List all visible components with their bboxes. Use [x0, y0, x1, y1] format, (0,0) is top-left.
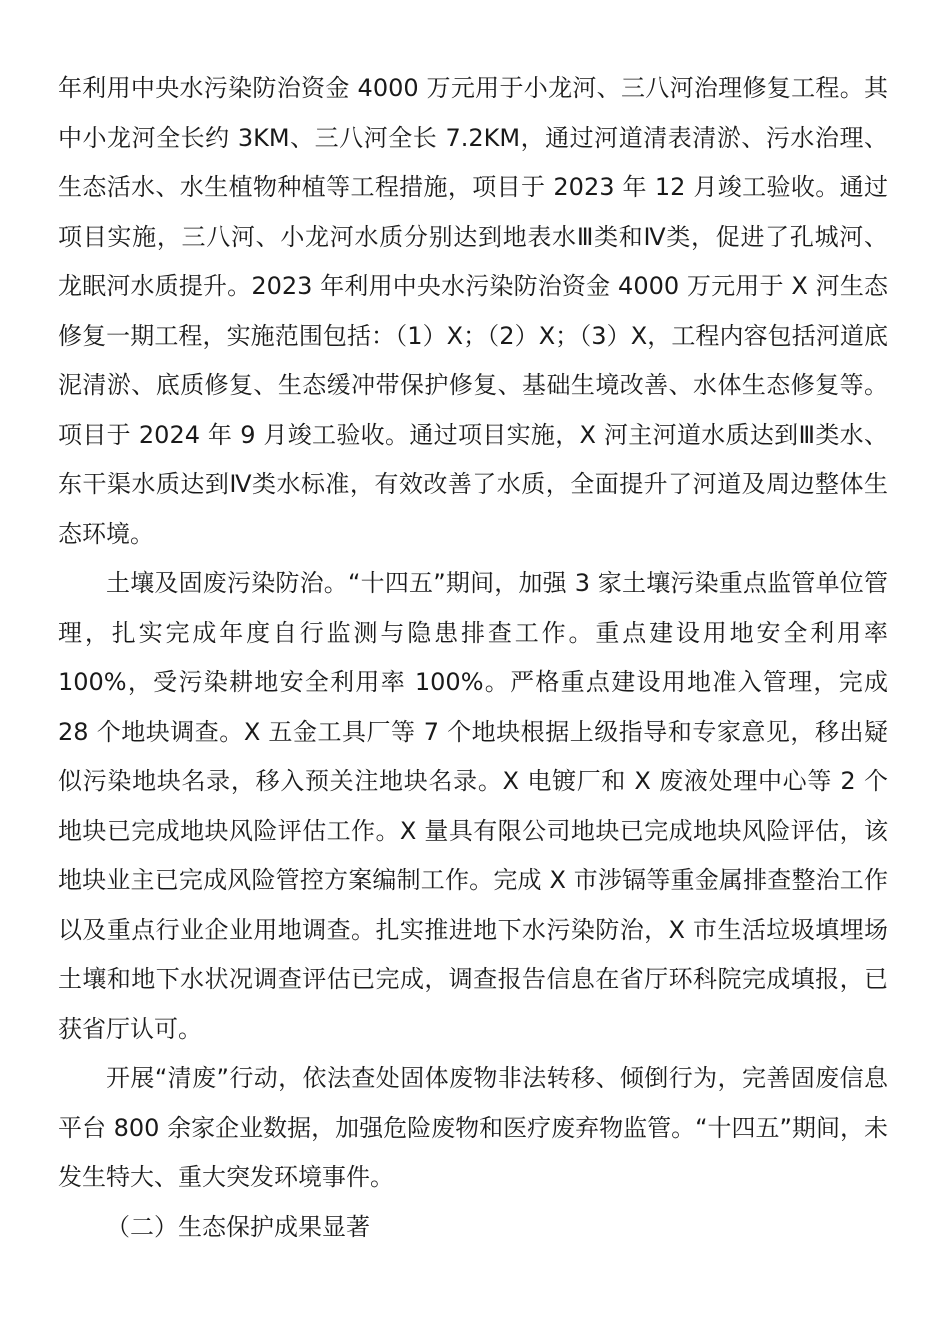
paragraph-river-restoration: 年利用中央水污染防治资金 4000 万元用于小龙河、三八河治理修复工程。其中小龙河全长约 3KM、三八河全长 7.2KM，通过河道清表清淤、污水治理、生态活水、水生植物种植等工程措施，项目于 2023 年 12 月竣工验收。通过项目实施，三八河、小龙河水质分别达到地表水Ⅲ类和Ⅳ类，促进了孔城河、龙眠河水质提升。2023 年利用中央水污染防治资金 4000 万元用于 X 河生态修复一期工程，实施范围包括：（1）X；（2）X；（3）X，工程内容包括河道底泥清淤、底质修复、生态缓冲带保护修复、基础生境改善、水体生态修复等。项目于 2024 年 9 月竣工验收。通过项目实施，X 河主河道水质达到Ⅲ类水、东干渠水质达到Ⅳ类水标准，有效改善了水质，全面提升了河道及周边整体生态环境。: [58, 74, 888, 548]
paragraph-clear-waste-action: 开展“清废”行动，依法查处固体废物非法转移、倾倒行为，完善固废信息平台 800 余家企业数据，加强危险废物和医疗废弃物监管。“十四五”期间，未发生特大、重大突发环境事件。: [58, 1064, 888, 1191]
paragraph-soil-waste-prevention: 土壤及固废污染防治。“十四五”期间，加强 3 家土壤污染重点监管单位管理，扎实完成年度自行监测与隐患排查工作。重点建设用地安全利用率 100%，受污染耕地安全利用率 100%。严格重点建设用地准入管理，完成 28 个地块调查。X 五金工具厂等 7 个地块根据上级指导和专家意见，移出疑似污染地块名录，移入预关注地块名录。X 电镀厂和 X 废液处理中心等 2 个地块已完成地块风险评估工作。X 量具有限公司地块已完成地块风险评估，该地块业主已完成风险管控方案编制工作。完成 X 市涉镉等重金属排查整治工作以及重点行业企业用地调查。扎实推进地下水污染防治，X 市生活垃圾填埋场土壤和地下水状况调查评估已完成，调查报告信息在省厅环科院完成填报，已获省厅认可。: [58, 569, 888, 1043]
document-body: [58, 64, 888, 1252]
section-heading-ecological-protection: （二）生态保护成果显著: [106, 1212, 370, 1241]
